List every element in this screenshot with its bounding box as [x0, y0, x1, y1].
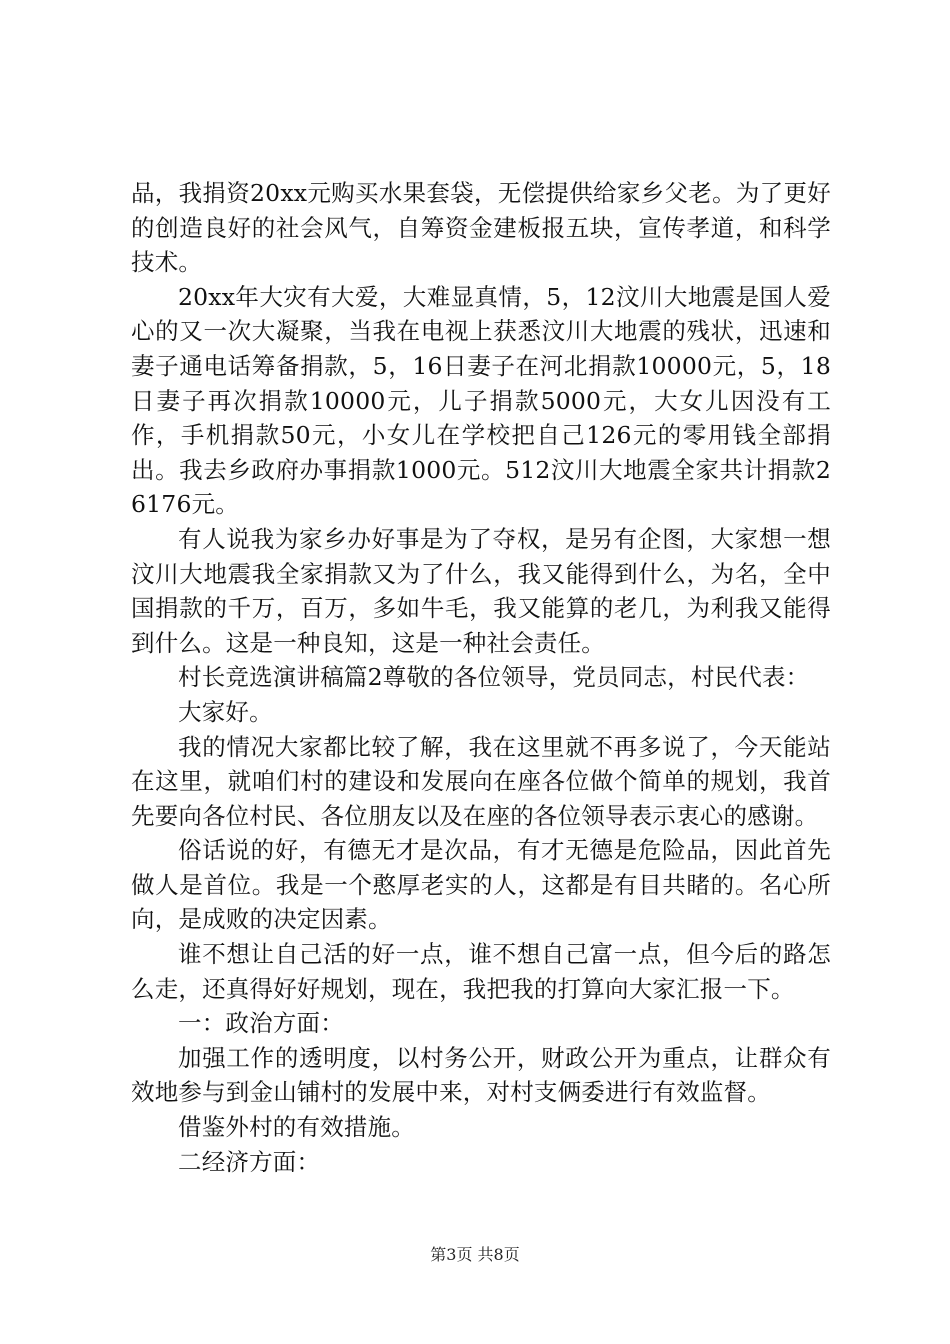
paragraph-11: 借鉴外村的有效措施。: [178, 1113, 415, 1142]
document-body: [131, 176, 831, 1179]
paragraph-1: 品，我捐资20xx元购买水果套袋，无偿提供给家乡父老。为了更好的创造良好的社会风气，自筹资金建板报五块，宣传孝道，和科学技术。: [131, 179, 831, 277]
paragraph-6: 我的情况大家都比较了解，我在这里就不再多说了，今天能站在这里，就咱们村的建设和发展向在座各位做个简单的规划，我首先要向各位村民、各位朋友以及在座的各位领导表示衷心的感谢。: [131, 732, 831, 830]
section-heading-economy: 二经济方面：: [178, 1147, 321, 1176]
paragraph-7: 俗话说的好，有德无才是次品，有才无德是危险品，因此首先做人是首位。我是一个憨厚老实的人，这都是有目共睹的。名心所向，是成败的决定因素。: [131, 836, 831, 934]
paragraph-10: 加强工作的透明度，以村务公开，财政公开为重点，让群众有效地参与到金山铺村的发展中来，对村支俩委进行有效监督。: [131, 1043, 831, 1107]
paragraph-2: 20xx年大灾有大爱，大难显真情，5，12汶川大地震是国人爱心的又一次大凝聚，当我在电视上获悉汶川大地震的残状，迅速和妻子通电话筹备捐款，5，16日妻子在河北捐款10000元，5，18日妻子再次捐款10000元，儿子捐款5000元，大女儿因没有工作，手机捐款50元，小女儿在学校把自己126元的零用钱全部捐出。我去乡政府办事捐款1000元。512汶川大地震全家共计捐款26176元。: [131, 282, 831, 519]
paragraph-4: 村长竞选演讲稿篇2尊敬的各位领导，党员同志，村民代表：: [178, 663, 810, 692]
paragraph-8: 谁不想让自己活的好一点，谁不想自己富一点，但今后的路怎么走，还真得好好规划，现在，我把我的打算向大家汇报一下。: [131, 940, 831, 1003]
paragraph-5: 大家好。: [178, 697, 273, 726]
paragraph-3: 有人说我为家乡办好事是为了夺权，是另有企图，大家想一想汶川大地震我全家捐款又为了什么，我又能得到什么，为名，全中国捐款的千万，百万，多如牛毛，我又能算的老几，为利我又能得到什么。这是一种良知，这是一种社会责任。: [131, 524, 831, 657]
section-heading-politics: 一：政治方面：: [178, 1009, 344, 1038]
page-number-footer: 第3页 共8页: [430, 1245, 520, 1264]
